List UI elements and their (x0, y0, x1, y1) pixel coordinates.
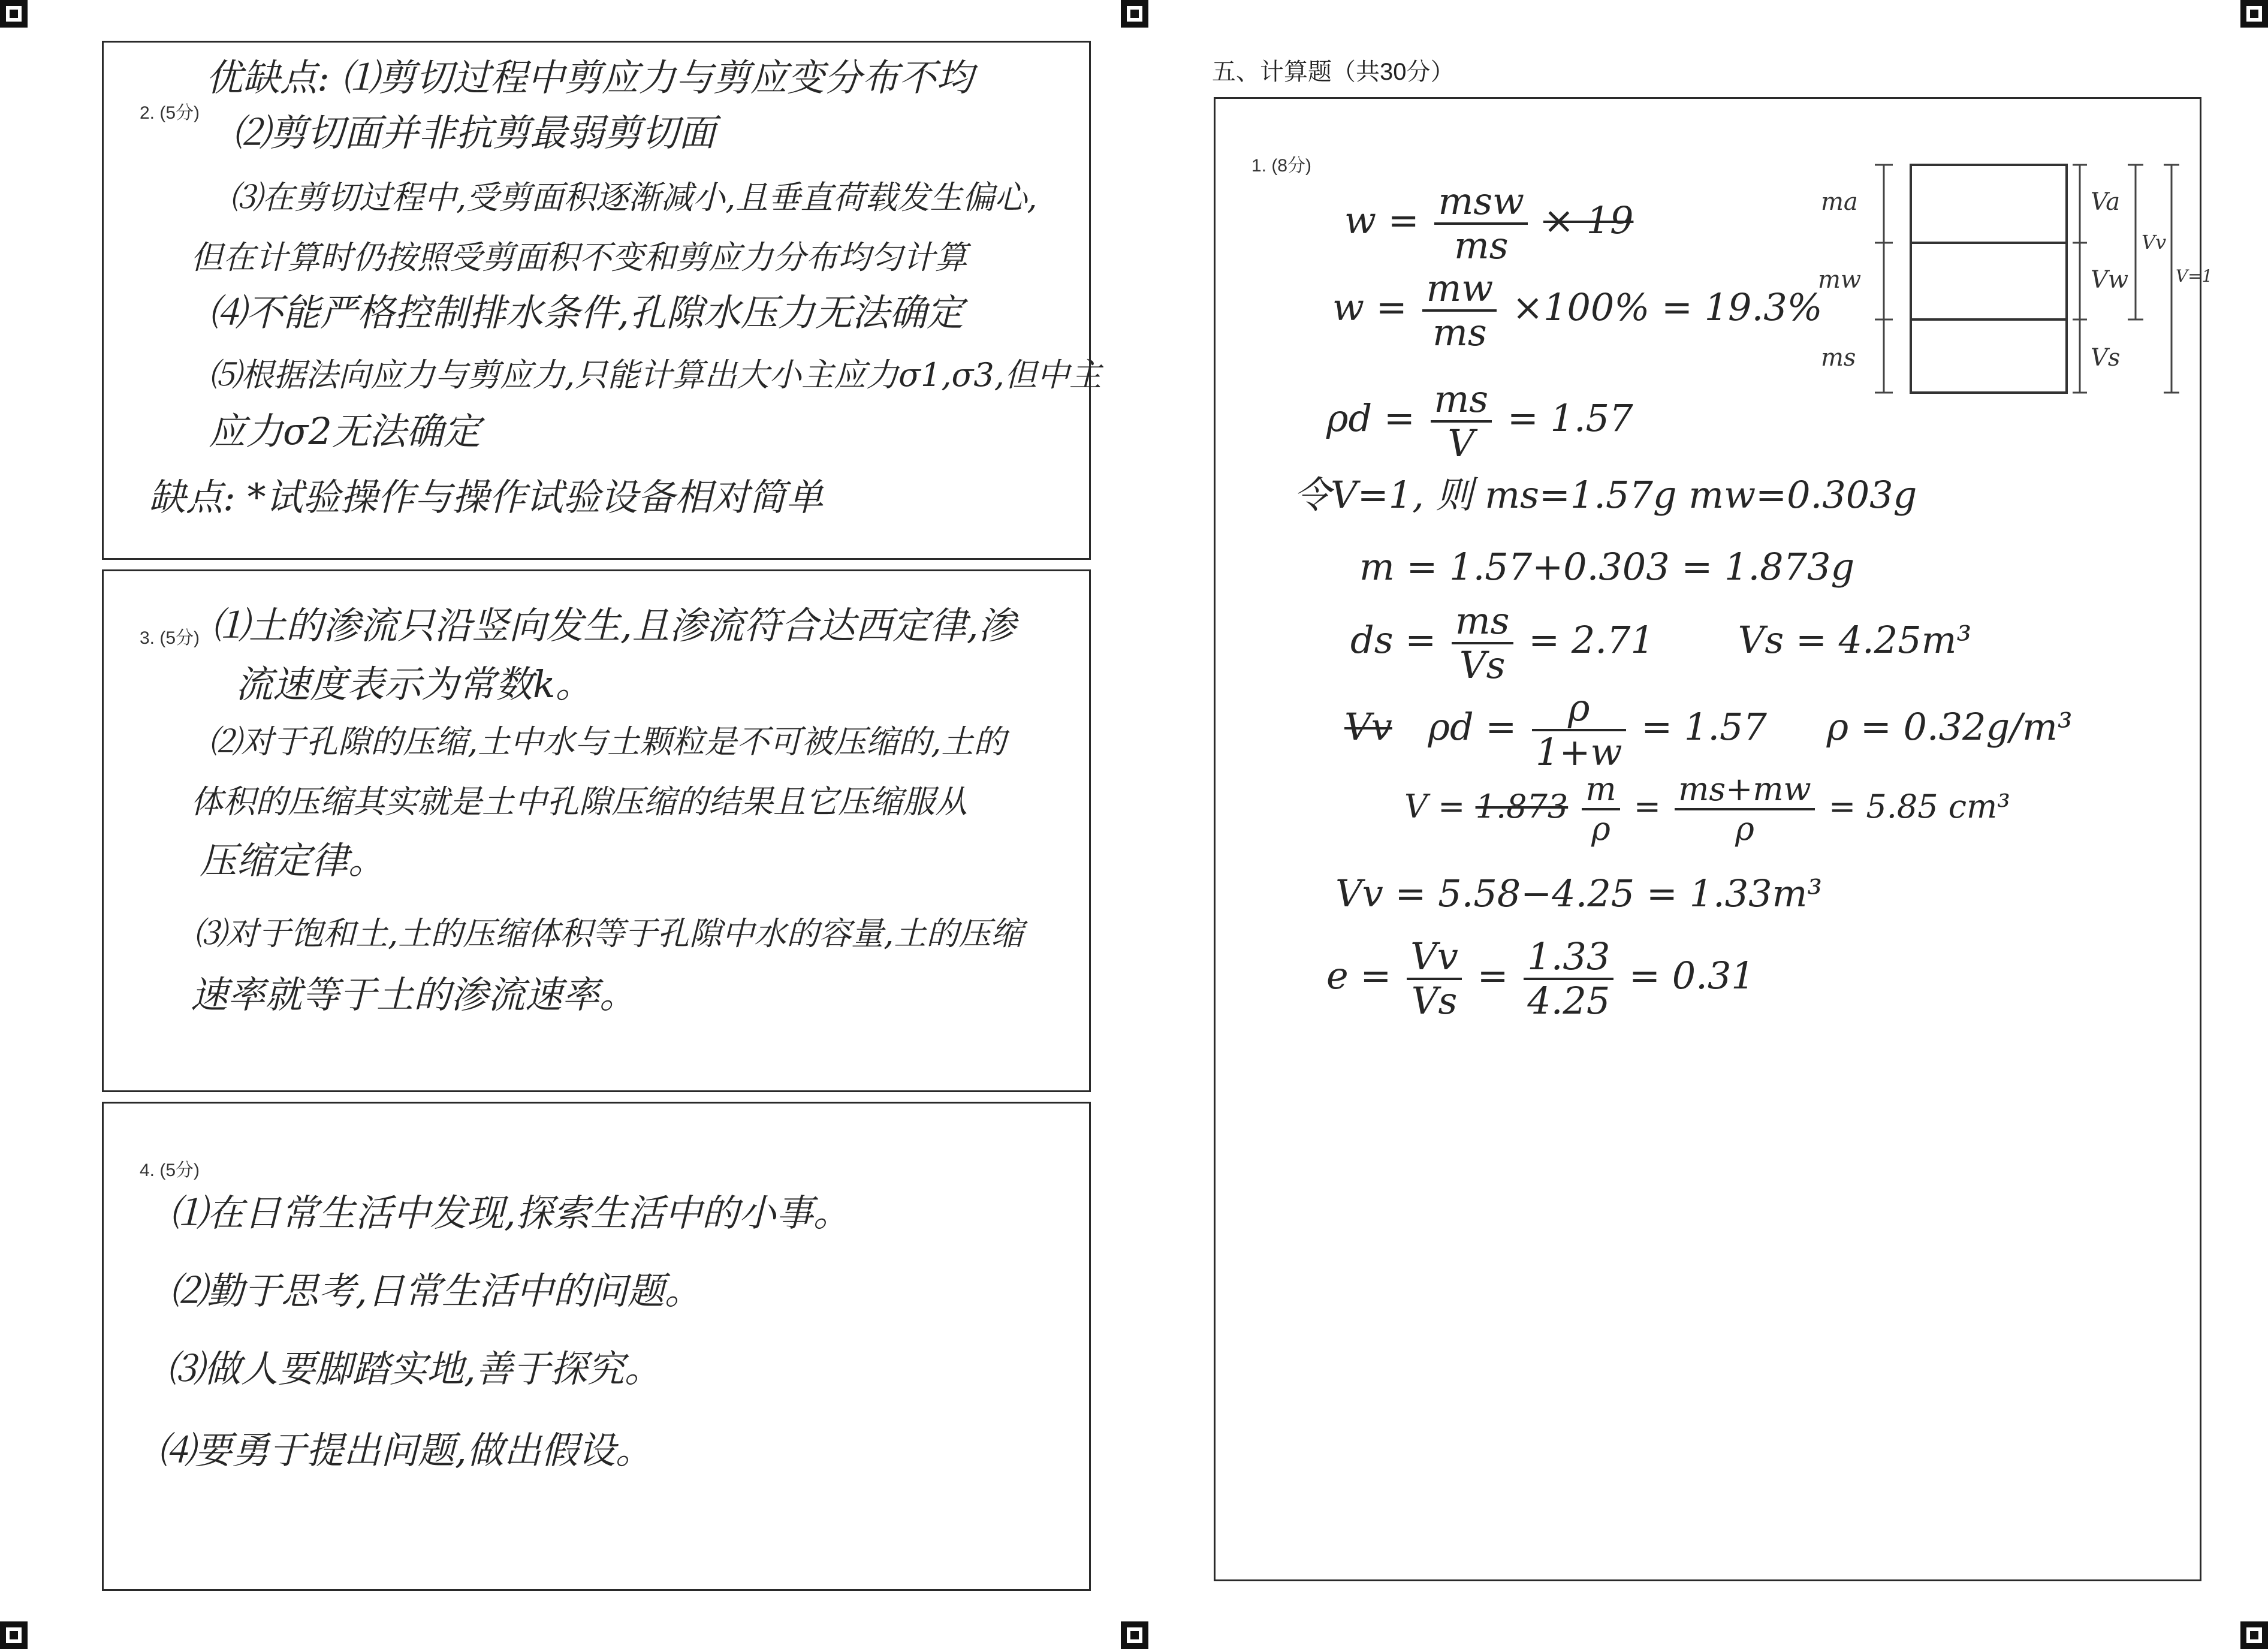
diagram-label-va: Va (2091, 188, 2121, 216)
diagram-label-vw: Vw (2091, 266, 2129, 294)
handwritten-line: 流速度表示为常数k。 (236, 662, 593, 706)
formula-line-9: Vv = 5.58−4.25 = 1.33m³ (1335, 872, 1823, 915)
diagram-label-vs: Vs (2091, 344, 2121, 372)
question-label: 2. (5分) (140, 103, 200, 123)
answer-box-q2 (102, 41, 1102, 560)
handwritten-line: ⑵剪切面并非抗剪最弱剪切面 (233, 111, 716, 155)
handwritten-line: 速率就等于土的渗流速率。 (191, 973, 637, 1017)
corner-marker-bottom-left (0, 1621, 28, 1649)
corner-marker-top-center (1121, 0, 1148, 28)
diagram-label-ma: ma (1821, 188, 1858, 216)
corner-marker-top-left (0, 0, 28, 28)
formula-line-2: w = $\frac{mw}{ms}$ ×100% = 19.3% (1332, 266, 1823, 354)
handwritten-line: 但在计算时仍按照受剪面积不变和剪应力分布均匀计算 (191, 239, 967, 276)
handwritten-line: ⑴在日常生活中发现,探索生活中的小事。 (170, 1191, 850, 1235)
handwritten-line: ⑴土的渗流只沿竖向发生,且渗流符合达西定律,渗 (212, 604, 1016, 647)
handwritten-line: ⑵勤于思考,日常生活中的问题。 (170, 1269, 702, 1313)
three-phase-diagram (1809, 153, 2213, 513)
handwritten-line: 优缺点: ⑴剪切过程中剪应力与剪应变分布不均 (206, 56, 973, 100)
corner-marker-bottom-center (1121, 1621, 1148, 1649)
handwritten-line: ⑶做人要脚踏实地,善于探究。 (167, 1347, 662, 1391)
formula-line-5: m = 1.57+0.303 = 1.873g (1359, 545, 1855, 589)
answer-box-q1 (1214, 97, 2213, 1581)
handwritten-line: ⑷要勇于提出问题,做出假设。 (158, 1428, 653, 1472)
handwritten-line: ⑶在剪切过程中,受剪面积逐渐减小,且垂直荷载发生偏心, (230, 179, 1038, 216)
corner-marker-bottom-right (2240, 1621, 2268, 1649)
diagram-label-mw: mw (1818, 266, 1862, 294)
handwritten-line: 缺点: *试验操作与操作试验设备相对简单 (149, 475, 824, 519)
formula-line-7: Vv ρd = $\frac{\rho}{1+w}$ = 1.57 ρ = 0.32g/m³ (1344, 686, 2073, 774)
question-label: 4. (5分) (140, 1160, 200, 1180)
handwritten-line: 应力σ2无法确定 (209, 409, 481, 453)
formula-line-8: V = 1.873 $\frac{m}{\rho}$ = $\frac{ms+mw}{\rho}$ = 5.85 cm³ (1404, 770, 2010, 848)
answer-box-q3 (102, 569, 1091, 1092)
handwritten-line: ⑷不能严格控制排水条件,孔隙水压力无法确定 (209, 291, 964, 334)
diagram-label-ms: ms (1821, 344, 1856, 372)
corner-marker-top-right (2240, 0, 2268, 28)
formula-line-10: e = $\frac{Vv}{Vs}$ = $\frac{1.33}{4.25}$ = 0.31 (1326, 934, 1755, 1023)
question-label: 3. (5分) (140, 628, 200, 648)
section-title: 五、计算题（共30分） (1212, 59, 1455, 85)
diagram-label-v: V=1 (2176, 266, 2213, 286)
handwritten-line: 压缩定律。 (200, 839, 386, 882)
handwritten-line: ⑶对于饱和土,土的压缩体积等于孔隙中水的容量,土的压缩 (194, 915, 1024, 952)
formula-line-3: ρd = $\frac{ms}{V}$ = 1.57 (1326, 377, 1633, 465)
question-label: 1. (8分) (1251, 156, 1312, 176)
formula-line-1: w = $\frac{\text{msw}}{ms}$ × 19 (1344, 179, 1634, 267)
diagram-label-vv: Vv (2142, 231, 2167, 254)
formula-line-4: 令V=1, 则 ms=1.57g mw=0.303g (1293, 473, 1917, 517)
handwritten-line: ⑵对于孔隙的压缩,土中水与土颗粒是不可被压缩的,土的 (209, 723, 1006, 761)
formula-line-6: ds = $\frac{ms}{Vs}$ = 2.71 Vs = 4.25m³ (1350, 599, 1972, 687)
handwritten-line: 体积的压缩其实就是土中孔隙压缩的结果且它压缩服从 (191, 783, 967, 821)
answer-box-q4 (102, 1102, 1091, 1591)
handwritten-line: ⑸根据法向应力与剪应力,只能计算出大小主应力σ1,σ3,但中主 (209, 356, 1102, 394)
